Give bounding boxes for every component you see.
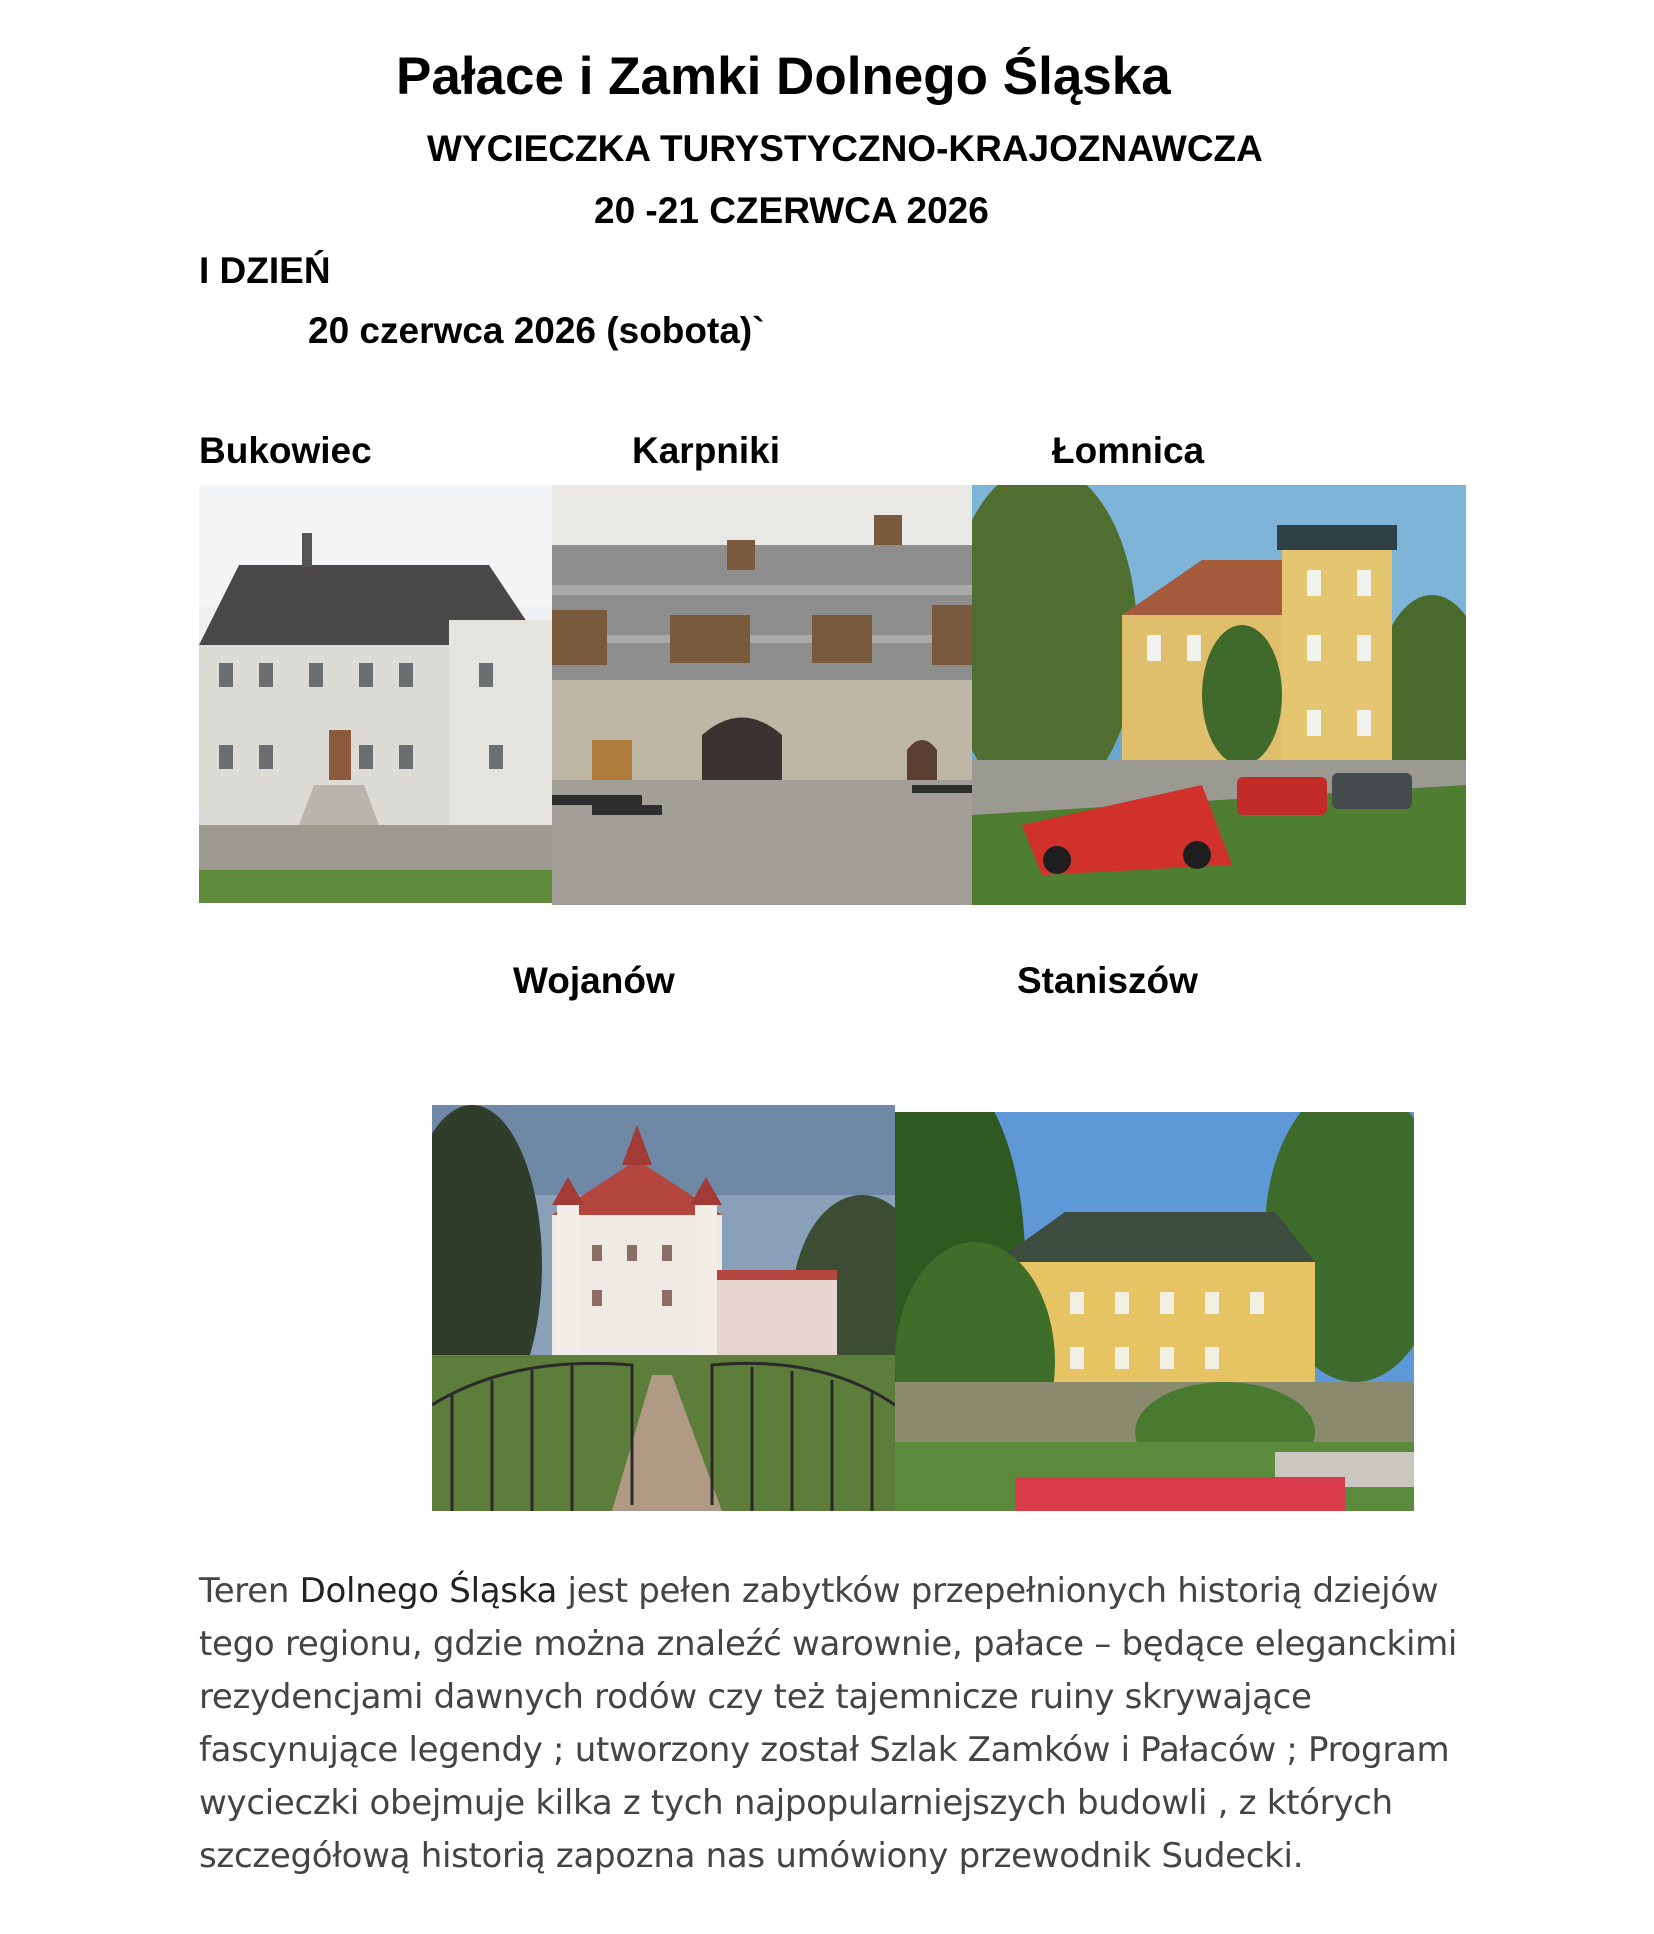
place-label-lomnica: Łomnica [1052,430,1205,471]
staniszow-photo [895,1112,1414,1511]
trip-dates: 20 -21 CZERWCA 2026 [594,190,989,231]
place-label-staniszow: Staniszów [1017,960,1198,1001]
place-label-karpniki: Karpniki [632,430,781,471]
day-heading: I DZIEŃ [199,250,331,291]
day-date: 20 czerwca 2026 (sobota)` [308,310,765,351]
description-rest: jest pełen zabytków przepełnionych historią dziejów tego regionu, gdzie można znaleźć warownie, pałace – będące eleganckimi rezydencjami dawnych rodów czy też tajemnicze ruiny skrywające fascynujące legendy ; utworzony został Szlak Zamków i Pałaców ; Program wycieczki obejmuje kilka z tych najpopularniejszych budowli , z których szczegółową historią zapozna nas umówiony przewodnik Sudecki. [199,1571,1458,1876]
description-paragraph [199,1565,1479,1883]
place-label-bukowiec: Bukowiec [199,430,372,471]
lomnica-photo [972,485,1466,905]
trip-subtitle: WYCIECZKA TURYSTYCZNO-KRAJOZNAWCZA [427,128,1263,169]
karpniki-photo [552,485,972,905]
description-highlight: Dolnego Śląska [299,1571,558,1611]
place-label-wojanow: Wojanów [513,960,675,1001]
bukowiec-photo [199,485,552,903]
wojanow-photo [432,1105,895,1511]
page-title: Pałace i Zamki Dolnego Śląska [396,47,1171,106]
description-intro: Teren [199,1571,300,1611]
